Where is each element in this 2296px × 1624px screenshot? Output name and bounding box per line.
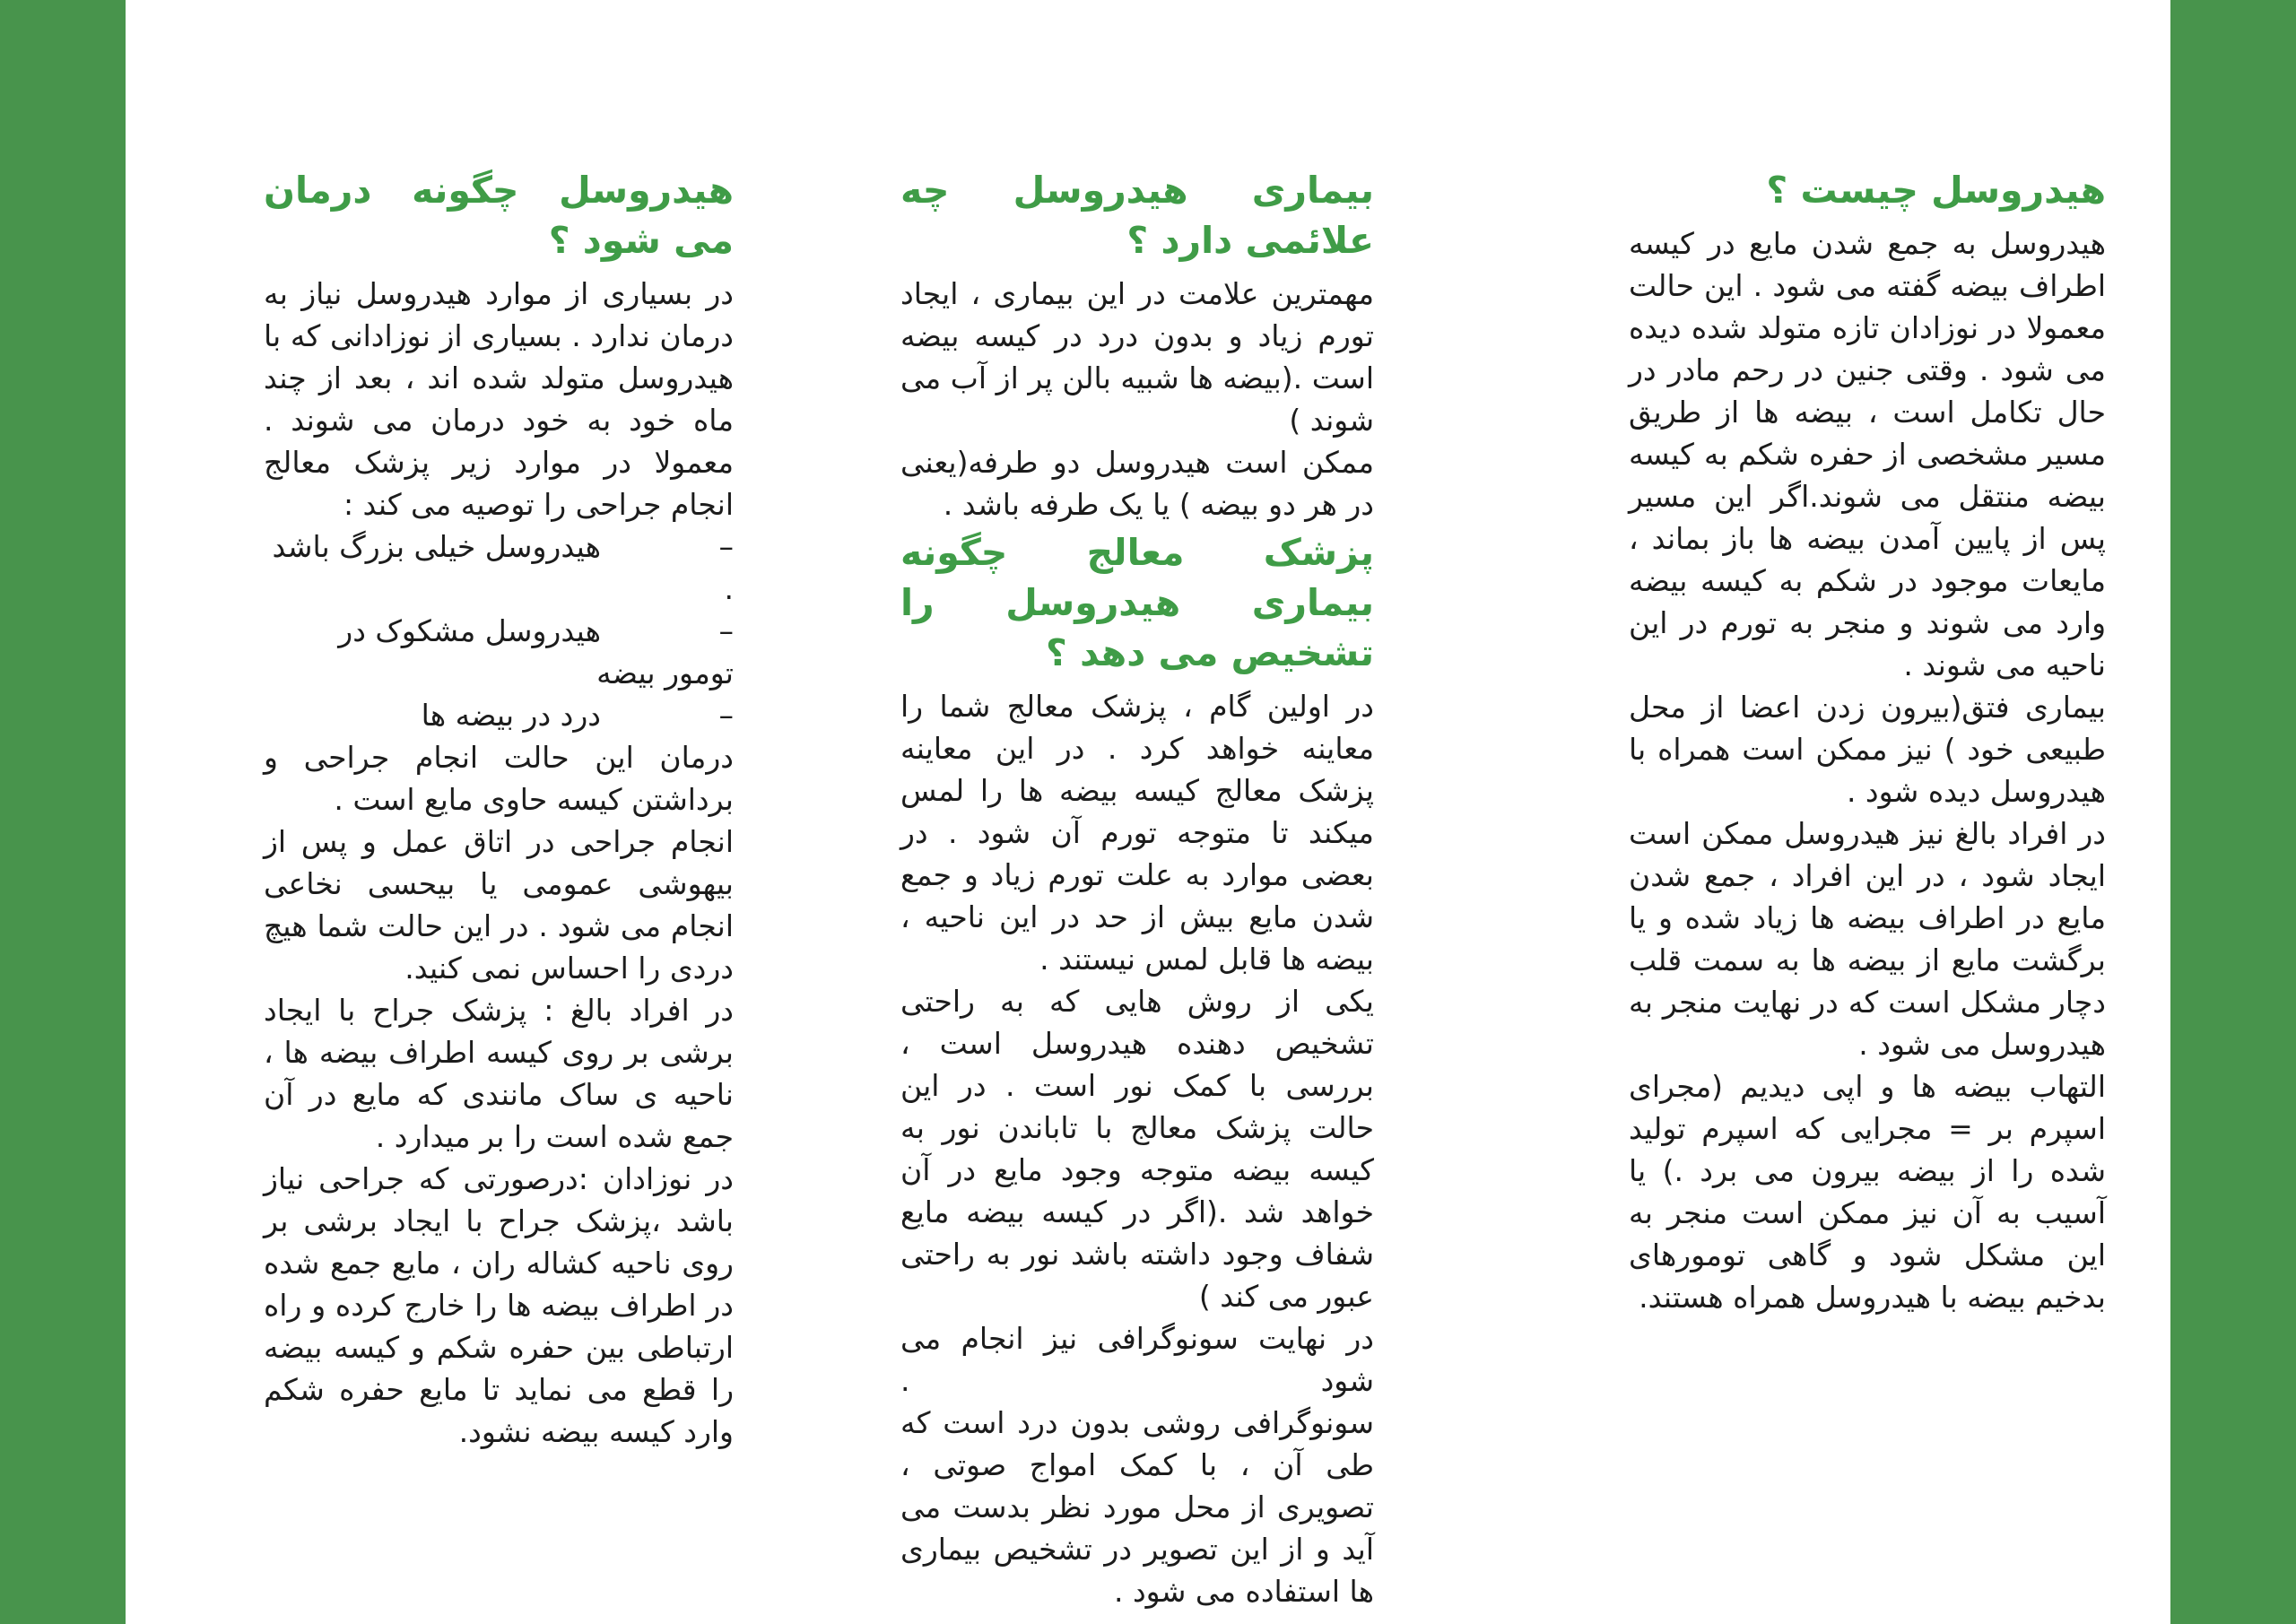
paragraph-sonography-intro: در نهایت سونوگرافی نیز انجام می شود . (900, 1321, 1374, 1398)
paragraph-light-test: یکی از روش هایی که به راحتی تشخیص دهنده هیدروسل است ، بررسی با کمک نور است . در این حالت پزشک معالج با تاباندن نور به کیسه بیضه متوجه وجود مایع در آن خواهد شد .(اگر در کیسه بیضه مایع شفاف وجود داشته باشد نور به راحتی عبور می کند ) (900, 984, 1374, 1314)
list-item-label: درد در بیضه ها (421, 698, 601, 733)
paragraph-adults: در افراد بالغ نیز هیدروسل ممکن است ایجاد شود ، در این افراد ، جمع شدن مایع در اطراف بیضه ها زیاد شده و یا برگشت مایع از بیضه ها به سمت قلب دچار مشکل است که در نهایت منجر به هیدروسل می شود . (1629, 816, 2106, 1062)
paragraph-treatment-intro: در بسیاری از موارد هیدروسل نیاز به درمان ندارد . بسیاری از نوزادانی که با هیدروسل متولد شده اند ، بعد از چند ماه خود به خود درمان می شوند . معمولا در موارد زیر پزشک معالج انجام جراحی را توصیه می کند : (264, 276, 734, 522)
heading-treatment: هیدروسل چگونه درمان می شود ؟ (264, 169, 734, 262)
list-item-suspected-tumor (264, 610, 734, 694)
paragraph-operating-room: انجام جراحی در اتاق عمل و پس از بیهوشی عمومی یا بیحسی نخاعی انجام می شود . در این حالت شما هیچ دردی را احساس نمی کنید. (264, 824, 734, 986)
heading-symptoms: بیماری هیدروسل چه علائمی دارد ؟ (900, 169, 1374, 262)
paragraph-examination: در اولین گام ، پزشک معالج شما را معاینه خواهد کرد . در این معاینه پزشک معالج کیسه بیضه ها را لمس میکند تا متوجه تورم آن شود . در بعضی موارد به علت تورم زیاد و جمع شدن مایع بیش از حد در این ناحیه ، بیضه ها قابل لمس نیستند . (900, 689, 1374, 977)
right-green-bar (2170, 0, 2296, 1624)
dash-marker: – (718, 529, 734, 564)
left-green-bar (0, 0, 126, 1624)
paragraph-surgery-removal: درمان این حالت انجام جراحی و برداشتن کیسه حاوی مایع است . (264, 740, 734, 817)
dash-marker: – (718, 698, 734, 733)
paragraph-hernia: بیماری فتق(بیرون زدن اعضا از محل طبیعی خود ) نیز ممکن است همراه با هیدروسل دیده شود . (1629, 690, 2106, 809)
paragraph-inflammation: التهاب بیضه ها و اپی دیدیم (مجرای اسپرم بر = مجرایی که اسپرم تولید شده را از بیضه بیرون می برد .) یا آسیب به آن نیز ممکن است منجر به این مشکل شود و گاهی تومورهای بدخیم بیضه با هیدروسل همراه هستند. (1629, 1069, 2106, 1315)
paragraph-sonography-detail: سونوگرافی روشی بدون درد است که طی آن ، با کمک امواج صوتی ، تصویری از محل مورد نظر بدست می آید و از این تصویر در تشخیص بیماری ها استفاده می شود . (900, 1405, 1374, 1609)
paragraph-definition: هیدروسل به جمع شدن مایع در کیسه اطراف بیضه گفته می شود . این حالت معمولا در نوزادان تازه متولد شده دیده می شود . وقتی جنین در رحم مادر در حال تکامل است ، بیضه ها از طریق مسیر مشخصی از حفره شکم به کیسه بیضه منتقل می شوند.اگر این مسیر پس از پایین آمدن بیضه ها باز بماند ، مایعات موجود در شکم به کیسه بیضه وارد می شوند و منجر به تورم در این ناحیه می شوند . (1629, 226, 2106, 682)
section-what-is-hydrocele (1629, 165, 2106, 1318)
paragraph-newborns-surgery: در نوزادان :درصورتی که جراحی نیاز باشد ،پزشک جراح با ایجاد برشی بر روی ناحیه کشاله ران ، مایع جمع شده در اطراف بیضه ها را خارج کرده و راه ارتباطی بین حفره شکم و کیسه بیضه را قطع می نماید تا مایع حفره شکم وارد کیسه بیضه نشود. (264, 1161, 734, 1449)
list-item-testicular-pain (264, 694, 734, 736)
dash-marker: – (718, 613, 734, 648)
section-symptoms-and-diagnosis (900, 165, 1374, 1612)
paragraph-adults-surgery: در افراد بالغ : پزشک جراح با ایجاد برشی بر روی کیسه اطراف بیضه ها ، ناحیه ی ساک مانندی که مایع در آن جمع شده است را بر میدارد . (264, 993, 734, 1154)
list-item-label: هیدروسل مشکوک در تومور بیضه (338, 613, 734, 690)
list-item-large-hydrocele (264, 525, 734, 610)
list-item-label: هیدروسل خیلی بزرگ باشد . (272, 529, 734, 606)
heading-what-is-hydrocele: هیدروسل چیست ؟ (1766, 169, 2106, 212)
heading-diagnosis: پزشک معالج چگونه بیماری هیدروسل را تشخیص می دهد ؟ (900, 531, 1374, 674)
section-treatment (264, 165, 734, 1453)
paragraph-bilateral: ممکن است هیدروسل دو طرفه(یعنی در هر دو بیضه ) یا یک طرفه باشد . (900, 445, 1374, 522)
paragraph-main-symptom: مهمترین علامت در این بیماری ، ایجاد تورم زیاد و بدون درد در کیسه بیضه است .(بیضه ها شبیه بالن پر از آب می شوند ) (900, 276, 1374, 438)
